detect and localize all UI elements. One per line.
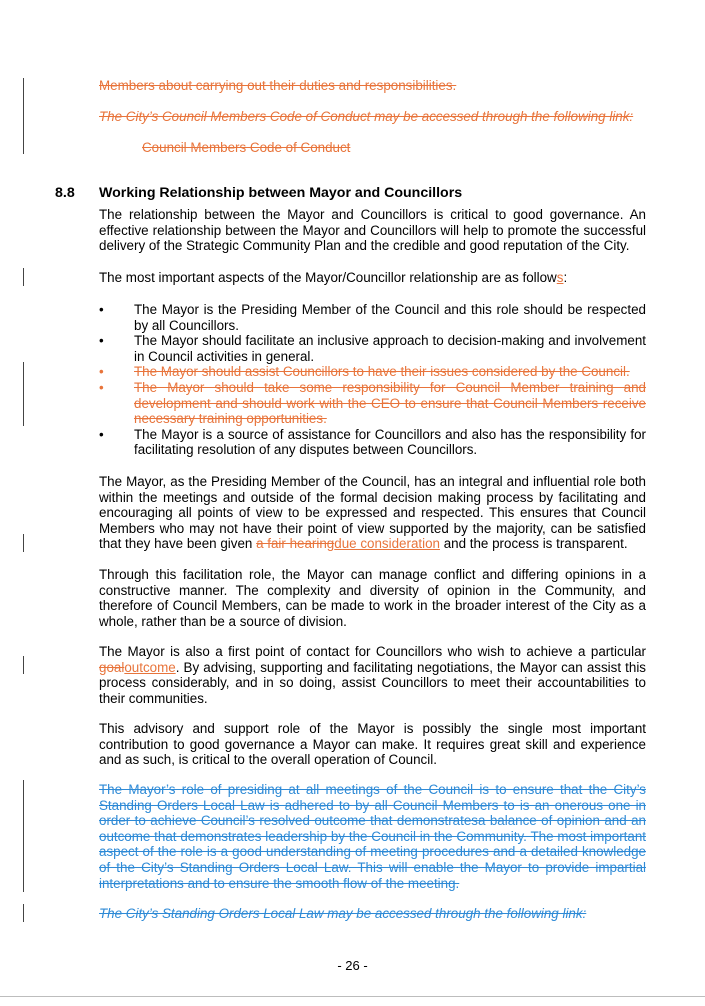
change-bar <box>23 534 24 552</box>
page-bottom-edge <box>0 996 705 997</box>
deleted-text: a fair hearing <box>256 536 335 552</box>
paragraph-first-point-of-contact <box>99 644 646 706</box>
change-bar <box>23 78 24 154</box>
inserted-text: outcome <box>124 659 176 675</box>
code-of-conduct-link[interactable]: Council Members Code of Conduct <box>142 140 351 155</box>
list-item-text: The Mayor is the Presiding Member of the Council and this role should be respected by all Councillors. <box>134 302 646 333</box>
list-item-text: The Mayor should assist Councillors to have their issues considered by the Council. <box>134 364 630 380</box>
bullet-icon: • <box>99 333 104 349</box>
list-item-text: The Mayor should facilitate an inclusive approach to decision-making and involvement in Council activities in general. <box>134 333 646 364</box>
deleted-text: goal <box>99 659 125 675</box>
list-item-text: The Mayor is a source of assistance for Councillors and also has the responsibility for facilitating resolution of any disputes between Councillors. <box>134 426 646 458</box>
list-item <box>99 333 646 364</box>
change-bar <box>23 904 24 922</box>
bullet-icon: • <box>99 379 104 395</box>
deleted-paragraph-members-duties: Members about carrying out their duties and responsibilities. <box>99 78 457 93</box>
inserted-text: s <box>556 270 564 285</box>
change-bar <box>23 656 24 674</box>
change-bar <box>23 780 24 892</box>
presiding-text: The Mayor, as the Presiding Member of the Council, has an integral and influential role both within the meetings and outside of the formal decision making process by facilitating and encouraging all points of view to be expressed and respected. This ensures that Council Members who may not have their point of view supported by the majority, can be satisfied that they have been given <box>99 474 646 552</box>
bullet-icon: • <box>99 302 104 317</box>
deleted-code-of-conduct-link-intro: The City’s Council Members Code of Conduct may be accessed through the following link: <box>99 109 634 124</box>
bullet-list <box>99 302 646 458</box>
aspects-text: The most important aspects of the Mayor/Councillor relationship are as follow <box>99 270 557 285</box>
list-item-text: The Mayor should take some responsibility for Council Member training and development and should work with the CEO to ensure that Council Members receive necessary training opportunities. <box>134 379 646 427</box>
paragraph-advisory-role: This advisory and support role of the Mayor is possibly the single most important contribution to good governance a Mayor can make. It requires great skill and experience and as such, is critical to the overall operation of Council. <box>99 721 646 768</box>
aspects-colon: : <box>563 270 568 285</box>
paragraph-aspects <box>99 270 646 286</box>
section-title: Working Relationship between Mayor and Councillors <box>99 185 463 201</box>
list-item <box>99 302 646 333</box>
contact-text: The Mayor is also a first point of contact for Councillors who wish to achieve a particular <box>99 644 646 659</box>
paragraph-relationship: The relationship between the Mayor and Councillors is critical to good governance. An effective relationship between the Mayor and Councillors will help to promote the successful delivery of the Strategic Community Plan and the credible and good reputation of the City. <box>99 207 646 254</box>
bullet-icon: • <box>99 364 104 380</box>
page-number: - 26 - <box>337 958 368 973</box>
deleted-list-item <box>99 364 646 380</box>
change-bar <box>23 268 24 286</box>
bullet-icon: • <box>99 426 104 442</box>
change-bar <box>23 362 24 426</box>
deleted-paragraph-standing-orders: The Mayor’s role of presiding at all meetings of the Council is to ensure that the City’s Standing Orders Local Law is adhered to by all Council Members to is an onerous one in order to achieve Council’s resolved outcome that demonstratesa balance of opinion and an outcome that demonstrates leadership by the Council in the Community. The most important aspect of the role is a good understanding of meeting procedures and a detailed knowledge of the City’s Standing Orders Local Law. This will enable the Mayor to provide impartial interpretations and to ensure the smooth flow of the meeting. <box>99 782 646 891</box>
section-number: 8.8 <box>55 185 75 201</box>
list-item <box>99 427 646 458</box>
deleted-standing-orders-link-intro: The City’s Standing Orders Local Law may be accessed through the following link: <box>99 906 587 921</box>
paragraph-presiding-member <box>99 474 646 552</box>
inserted-text: due consideration <box>334 536 440 552</box>
deleted-list-item <box>99 380 646 427</box>
presiding-tail: and the process is transparent. <box>439 536 628 552</box>
contact-tail: . By advising, supporting and facilitating negotiations, the Mayor can assist this process considerably, and in so doing, assist Councillors to meet their accountabilities to their communities. <box>99 659 646 706</box>
section-heading <box>55 185 462 201</box>
paragraph-facilitation: Through this facilitation role, the Mayor can manage conflict and differing opinions in a constructive manner. The complexity and diversity of opinion in the Community, and therefore of Council Members, can be made to work in the broader interest of the City as a whole, rather than be a source of division. <box>99 567 646 629</box>
